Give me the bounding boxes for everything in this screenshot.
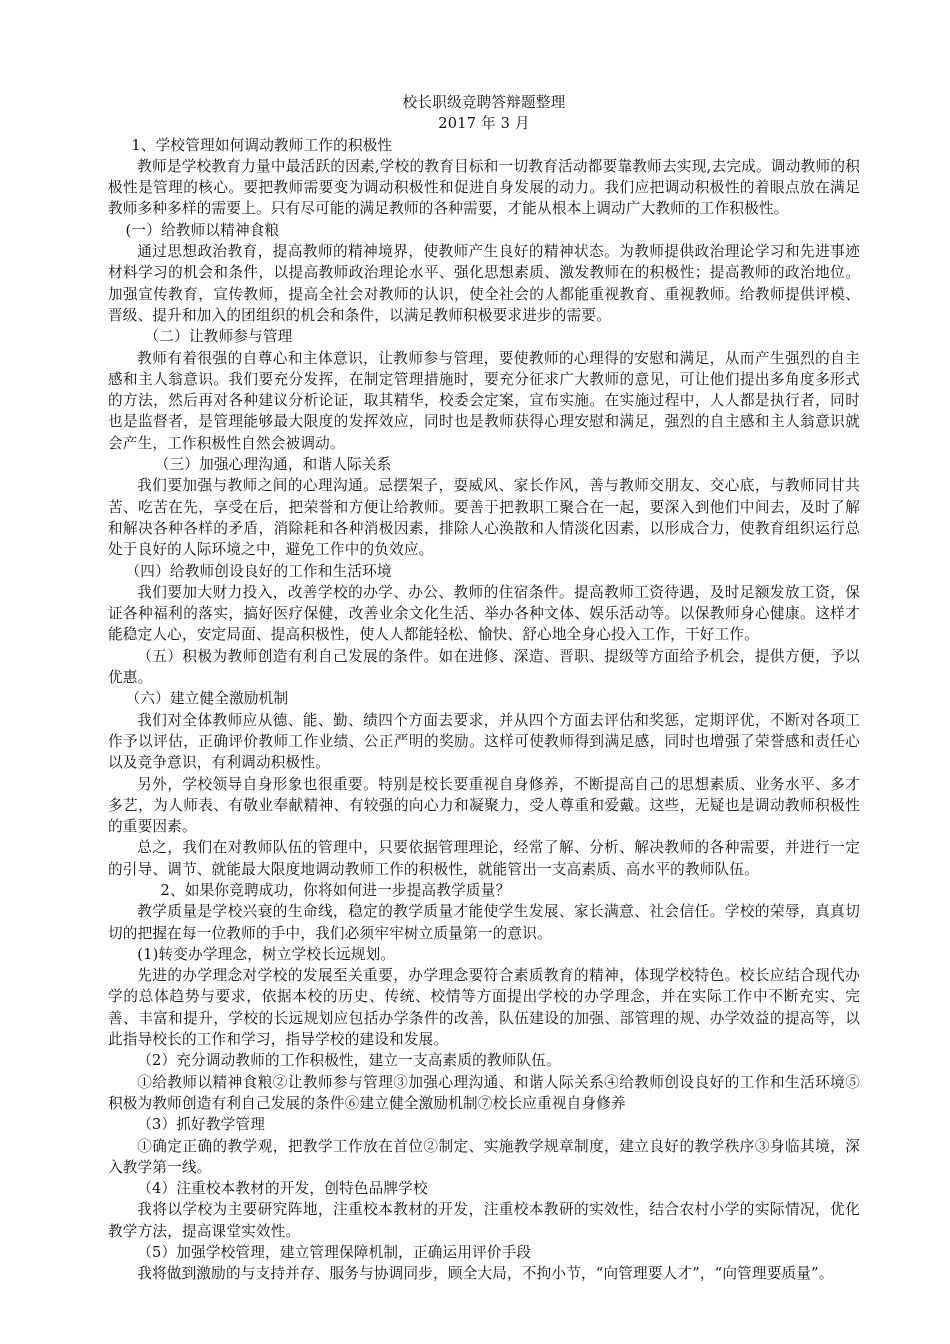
q1-intro-paragraph: 教师是学校教育力量中最活跃的因素,学校的教育目标和一切教育活动都要靠教师去实现,去完成。调动教师的积极性是管理的核心。要把教师需要变为调动积极性和促进自身发展的动力。我们应把调动积极性的着眼点放在满足教师多种多样的需要上。只有尽可能的满足教师的各种需要，才能从根本上调动广大教师的工作积极性。 <box>108 157 860 218</box>
q1-section-1-heading: (一）给教师以精神食粮 <box>125 221 280 239</box>
q2-point-2-body: ①给教师以精神食粮②让教师参与管理③加强心理沟通、和谐人际关系④给教师创设良好的工作和生活环境⑤积极为教师创造有利自己发展的条件⑥建立健全激励机制⑦校长应重视自身修养 <box>108 1073 860 1112</box>
q1-extra-paragraph: 另外，学校领导自身形象也很重要。特别是校长要重视自身修养，不断提高自己的思想素质、业务水平、多才多艺，为人师表、有敬业奉献精神、有较强的向心力和凝聚力，受人尊重和爱戴。这些，无疑也是调动教师积极性的重要因素。 <box>108 775 860 836</box>
q1-section-3-body: 我们要加强与教师之间的心理沟通。忌摆架子，耍威风、家长作风，善与教师交朋友、交心底，与教师同甘共苦、吃苦在先，享受在后，把荣誉和方便让给教师。要善于把教职工聚合在一起，要深入到他们中间去，及时了解和解决各种各样的矛盾，消除耗和各种消极因素，排除人心涣散和人情淡化因素，以形成合力，使教育组织运行总处于良好的人际环境之中，避免工作中的负效应。 <box>108 477 860 559</box>
document-title: 校长职级竞聘答辩题整理 <box>402 94 566 111</box>
q1-section-4-heading: （四）给教师创设良好的工作和生活环境 <box>125 562 392 580</box>
q2-point-3-body: ①确定正确的教学观，把教学工作放在首位②制定、实施教学规章制度，建立良好的教学秩序③身临其境，深入教学第一线。 <box>108 1137 860 1176</box>
document-date: 2017 年 3 月 <box>438 115 530 133</box>
question-1-heading: 1、学校管理如何调动教师工作的积极性 <box>131 136 393 154</box>
q2-point-4-body: 我将以学校为主要研究阵地，注重校本教材的开发，注重校本教研的实效性，结合农村小学的实际情况，优化教学方法，提高课堂实效性。 <box>108 1201 860 1240</box>
q1-section-3-heading: （三）加强心理沟通，和谐人际关系 <box>154 456 392 474</box>
q1-conclusion-paragraph: 总之，我们在对教师队伍的管理中，只要依据管理理论，经常了解、分析、解决教师的各种需要，并进行一定的引导、调节、就能最大限度地调动教师工作的积极性，就能管出一支高素质、高水平的教师队伍。 <box>108 839 860 878</box>
q1-section-5-body: （五）积极为教师创造有利自己发展的条件。如在进修、深造、晋职、提级等方面给予机会，提供方便，予以优惠。 <box>108 647 860 687</box>
q2-point-1-heading: (1)转变办学理念，树立学校长远规划。 <box>137 945 396 963</box>
q1-section-6-heading: （六）建立健全激励机制 <box>125 690 289 708</box>
q2-point-3-heading: （3）抓好教学管理 <box>137 1116 266 1134</box>
q1-section-4-body: 我们要加大财力投入，改善学校的办学、办公、教师的住宿条件。提高教师工资待遇，及时足额发放工资，保证各种福利的落实，搞好医疗保健，改善业余文化生活、举办各种文体、娱乐活动等。以保教师身心健康。这样才能稳定人心，安定局面、提高积极性，使人人都能轻松、愉快、舒心地全身心投入工作，干好工作。 <box>108 583 860 644</box>
q2-point-2-heading: （2）充分调动教师的工作积极性，建立一支高素质的教师队伍。 <box>137 1052 561 1070</box>
q1-section-2-body: 教师有着很强的自尊心和主体意识，让教师参与管理，要使教师的心理得的安慰和满足，从而产生强烈的自主感和主人翁意识。我们要充分发挥，在制定管理措施时，要充分征求广大教师的意见，可让他们提出多角度多形式的方法，然后再对各种建议分析论证，取其精华，校委会定案，宣布实施。在实施过程中，人人都是执行者，同时也是监督者，是管理能够最大限度的发挥效应，同时也是教师获得心理安慰和满足，强烈的自主感和主人翁意识就会产生，工作积极性自然会被调动。 <box>108 349 860 452</box>
q2-point-5-body: 我将做到激励的与支持并存、服务与协调同步，顾全大局，不拘小节，“向管理要人才”，“向管理要质量”。 <box>137 1265 834 1283</box>
q2-point-1-body: 先进的办学理念对学校的发展至关重要，办学理念要符合素质教育的精神，体现学校特色。校长应结合现代办学的总体趋势与要求，依据本校的历史、传统、校情等方面提出学校的办学理念，并在实际工作中不断充实、完善、丰富和提升，学校的长远规划应包括办学条件的改善，队伍建设的加强、部管理的规、办学效益的提高等，以此指导校长的工作和学习，指导学校的建设和发展。 <box>108 967 860 1049</box>
question-2-heading: 2、如果你竞聘成功，你将如何进一步提高教学质量？ <box>160 881 511 899</box>
q1-section-1-body: 通过思想政治教育，提高教师的精神境界，使教师产生良好的精神状态。为教师提供政治理论学习和先进事迹材料学习的机会和条件，以提高教师政治理论水平、强化思想素质、激发教师在的积极性；提高教师的政治地位。加强宣传教育，宣传教师，提高全社会对教师的认识，使全社会的人都能重视教育、重视教师。给教师提供评模、晋级、提升和加入的团组织的机会和条件，以满足教师积极要求进步的需要。 <box>108 243 860 324</box>
q1-section-6-body: 我们对全体教师应从德、能、勤、绩四个方面去要求，并从四个方面去评估和奖惩，定期评优，不断对各项工作予以评估，正确评价教师工作业绩、公正严明的奖励。这样可使教师得到满足感，同时也增强了荣誉感和责任心以及竞争意识，有利调动积极性。 <box>108 711 860 772</box>
q2-intro-paragraph: 教学质量是学校兴衰的生命线，稳定的教学质量才能使学生发展、家长满意、社会信任。学校的荣辱，真真切切的把握在每一位教师的手中，我们必须牢牢树立质量第一的意识。 <box>108 903 860 942</box>
q1-section-2-heading: （二）让教师参与管理 <box>144 328 293 346</box>
q2-point-4-heading: （4）注重校本教材的开发，创特色品牌学校 <box>137 1180 428 1198</box>
q2-point-5-heading: （5）加强学校管理，建立管理保障机制，正确运用评价手段 <box>137 1244 532 1262</box>
